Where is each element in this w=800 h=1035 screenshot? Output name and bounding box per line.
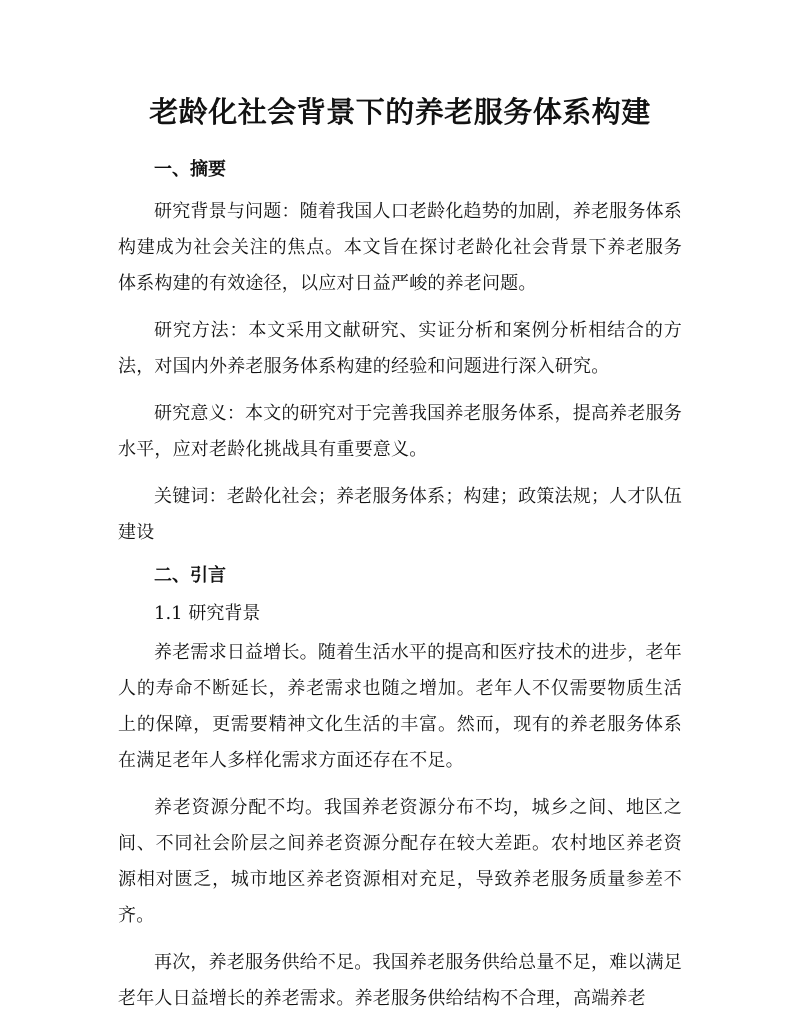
abstract-paragraph-background: 研究背景与问题：随着我国人口老龄化趋势的加剧，养老服务体系构建成为社会关注的焦点。本文旨在探讨老龄化社会背景下养老服务体系构建的有效途径，以应对日益严峻的养老问题。 (118, 201, 682, 294)
abstract-paragraph-method: 研究方法：本文采用文献研究、实证分析和案例分析相结合的方法，对国内外养老服务体系构建的经验和问题进行深入研究。 (118, 320, 682, 377)
intro-paragraph-supply: 再次，养老服务供给不足。我国养老服务供给总量不足，难以满足老年人日益增长的养老需求。养老服务供给结构不合理，高端养老 (118, 952, 682, 1009)
abstract-heading: 一、摘要 (154, 159, 226, 180)
intro-paragraph-demand: 养老需求日益增长。随着生活水平的提高和医疗技术的进步，老年人的寿命不断延长，养老需求也随之增加。老年人不仅需要物质生活上的保障，更需要精神文化生活的丰富。然而，现有的养老服务体系在满足老年人多样化需求方面还存在不足。 (118, 642, 682, 771)
abstract-paragraph-keywords: 关键词：老龄化社会；养老服务体系；构建；政策法规；人才队伍建设 (118, 486, 682, 543)
introduction-section (118, 562, 682, 1017)
abstract-paragraph-significance: 研究意义：本文的研究对于完善我国养老服务体系，提高养老服务水平，应对老龄化挑战具有重要意义。 (118, 403, 682, 460)
intro-paragraph-resources: 养老资源分配不均。我国养老资源分布不均，城乡之间、地区之间、不同社会阶层之间养老资源分配存在较大差距。农村地区养老资源相对匮乏，城市地区养老资源相对充足，导致养老服务质量参差不齐。 (118, 797, 682, 926)
introduction-heading: 二、引言 (154, 565, 226, 586)
research-background-subheading: 1.1 研究背景 (154, 603, 261, 624)
abstract-section (118, 156, 682, 551)
document-title: 老龄化社会背景下的养老服务体系构建 (149, 95, 651, 129)
